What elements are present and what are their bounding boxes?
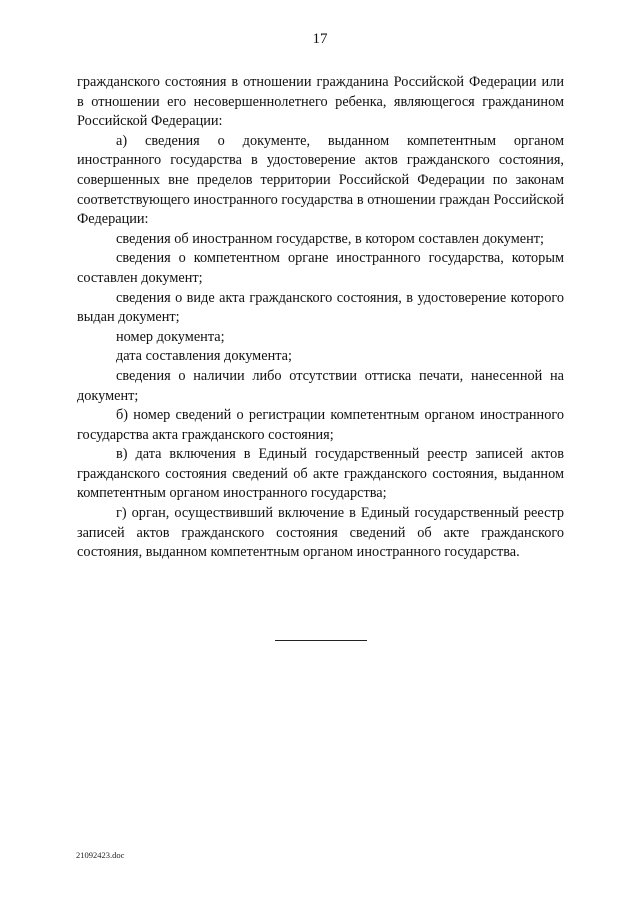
footer-doc-code: 21092423.doc [76, 850, 125, 860]
end-divider [275, 640, 367, 641]
paragraph-seal-presence: сведения о наличии либо отсутствии оттиска печати, нанесенной на документ; [77, 367, 564, 404]
paragraph-continuation: гражданского состояния в отношении гражданина Российской Федерации или в отношении его несовершеннолетнего ребенка, являющегося гражданином Российской Федерации: [77, 74, 564, 130]
document-body [77, 73, 564, 563]
paragraph-foreign-state: сведения об иностранном государстве, в котором составлен документ; [116, 230, 545, 247]
paragraph-item-a: а) сведения о документе, выданном компетентным органом иностранного государства в удостоверение актов гражданского состояния, совершенных вне пределов территории Российской Федерации по законам соответствующего иностранного государства в отношении граждан Российской Федерации: [77, 132, 564, 228]
paragraph-document-number: номер документа; [116, 328, 225, 345]
page-number: 17 [312, 31, 328, 47]
paragraph-item-g: г) орган, осуществивший включение в Единый государственный реестр записей актов гражданского состояния сведений об акте гражданского состояния, выданном компетентным органом иностранного государства. [77, 505, 564, 561]
paragraph-act-type: сведения о виде акта гражданского состояния, в удостоверение которого выдан документ; [77, 289, 564, 326]
paragraph-document-date: дата составления документа; [116, 348, 292, 365]
paragraph-item-v: в) дата включения в Единый государственный реестр записей актов гражданского состояния сведений об акте гражданского состояния, выданном компетентным органом иностранного государства; [77, 446, 564, 502]
paragraph-item-b: б) номер сведений о регистрации компетентным органом иностранного государства акта гражданского состояния; [77, 407, 564, 443]
paragraph-competent-authority: сведения о компетентном органе иностранного государства, которым составлен документ; [77, 250, 564, 286]
